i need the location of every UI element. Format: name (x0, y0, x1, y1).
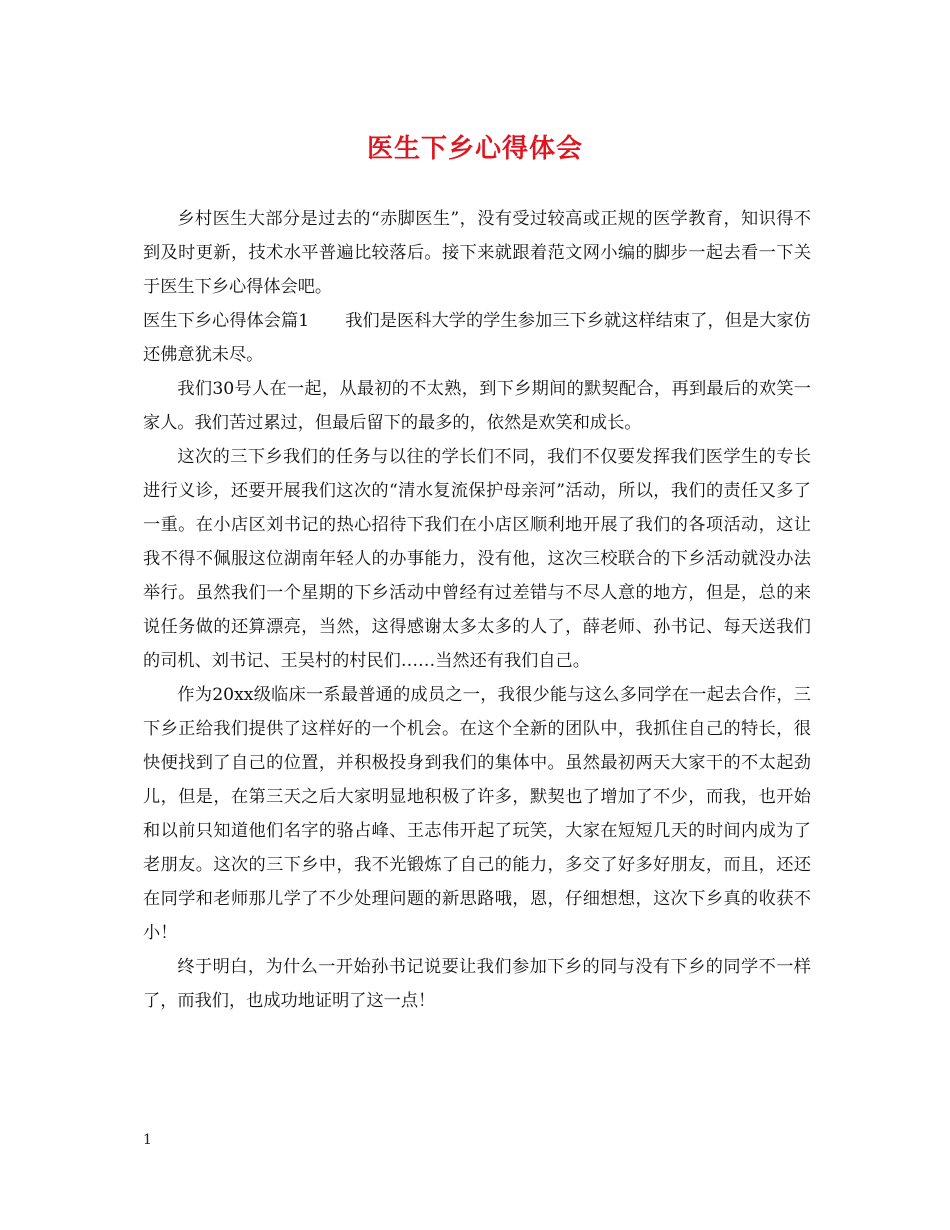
document-body (143, 202, 811, 1018)
intro-paragraph: 乡村医生大部分是过去的“赤脚医生”，没有受过较高或正规的医学教育，知识得不到及时更新，技术水平普遍比较落后。接下来就跟着范文网小编的脚步一起去看一下关于医生下乡心得体会吧。 (143, 209, 811, 297)
body-paragraph-1: 我们30号人在一起，从最初的不太熟，到下乡期间的默契配合，再到最后的欢笑一家人。我们苦过累过，但最后留下的最多的，依然是欢笑和成长。 (143, 379, 811, 433)
body-paragraph-2: 这次的三下乡我们的任务与以往的学长们不同，我们不仅要发挥我们医学生的专长进行义诊，还要开展我们这次的“清水复流保护母亲河”活动，所以，我们的责任又多了一重。在小店区刘书记的热心招待下我们在小店区顺利地开展了我们的各项活动，这让我不得不佩服这位湖南年轻人的办事能力，没有他，这次三校联合的下乡活动就没办法举行。虽然我们一个星期的下乡活动中曾经有过差错与不尽人意的地方，但是，总的来说任务做的还算漂亮，当然，这得感谢太多太多的人了，薛老师、孙书记、每天送我们的司机、刘书记、王吴村的村民们……当然还有我们自己。 (143, 447, 811, 671)
body-paragraph-4: 终于明白，为什么一开始孙书记说要让我们参加下乡的同与没有下乡的同学不一样了，而我们，也成功地证明了这一点！ (143, 957, 811, 1011)
section-first-text: 我们是医科大学的学生参加三下乡就这样结束了，但是大家仿还佛意犹未尽。 (143, 311, 811, 365)
page-number: 1 (143, 1132, 152, 1148)
section-paragraph (143, 304, 811, 372)
section-heading: 医生下乡心得体会篇1 (143, 311, 310, 331)
document-title: 医生下乡心得体会 (366, 134, 583, 164)
body-paragraph-3: 作为20xx级临床一系最普通的成员之一，我很少能与这么多同学在一起去合作，三下乡正给我们提供了这样好的一个机会。在这个全新的团队中，我抓住自己的特长，很快便找到了自己的位置，并积极投身到我们的集体中。虽然最初两天大家干的不太起劲儿，但是，在第三天之后大家明显地积极了许多，默契也了增加了不少，而我，也开始和以前只知道他们名字的骆占峰、王志伟开起了玩笑，大家在短短几天的时间内成为了老朋友。这次的三下乡中，我不光锻炼了自己的能力，多交了好多好朋友，而且，还还在同学和老师那儿学了不少处理问题的新思路哦，恩，仔细想想，这次下乡真的收获不小！ (143, 685, 811, 943)
